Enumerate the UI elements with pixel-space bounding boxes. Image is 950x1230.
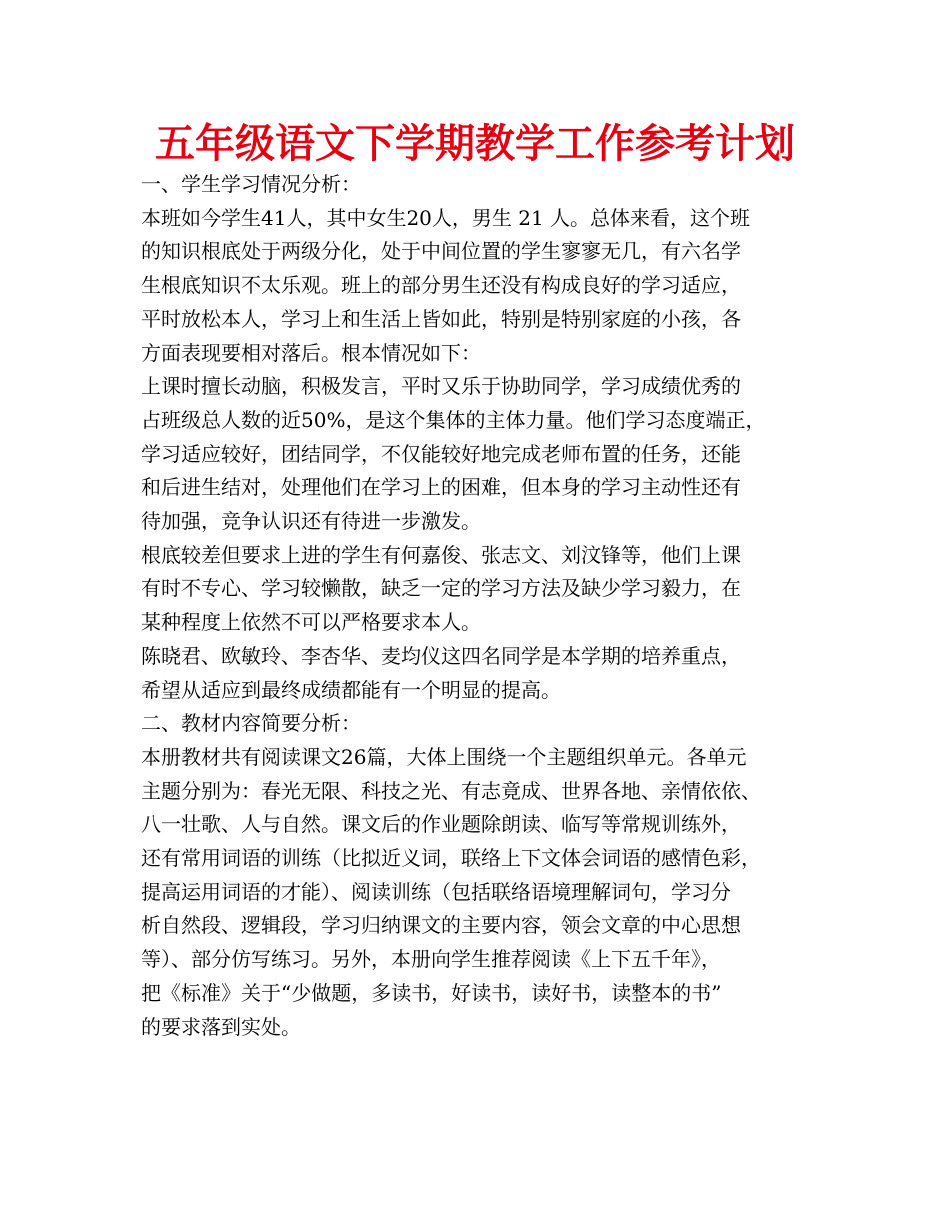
text-line: 主题分别为：春光无限、科技之光、有志竟成、世界各地、亲情依依、 <box>141 778 761 803</box>
text-line: 根底较差但要求上进的学生有何嘉俊、张志文、刘汶锋等，他们上课 <box>141 542 741 567</box>
document-title: 五年级语文下学期教学工作参考计划 <box>155 121 795 167</box>
text-line: 有时不专心、学习较懒散，缺乏一定的学习方法及缺少学习毅力，在 <box>141 576 741 601</box>
text-line: 平时放松本人，学习上和生活上皆如此，特别是特别家庭的小孩，各 <box>141 306 741 331</box>
text-line: 希望从适应到最终成绩都能有一个明显的提高。 <box>141 677 561 702</box>
text-line: 的要求落到实处。 <box>141 1014 301 1039</box>
document-body <box>141 168 821 1044</box>
text-line: 二、教材内容简要分析： <box>141 711 361 736</box>
text-line: 方面表现要相对落后。根本情况如下： <box>141 340 481 365</box>
text-line: 和后进生结对，处理他们在学习上的困难，但本身的学习主动性还有 <box>141 475 741 500</box>
text-line: 陈晓君、欧敏玲、李杏华、麦均仪这四名同学是本学期的培养重点， <box>141 643 741 668</box>
text-line: 的知识根底处于两级分化，处于中间位置的学生寥寥无几，有六名学 <box>141 239 741 264</box>
text-line: 八一壮歌、人与自然。课文后的作业题除朗读、临写等常规训练外， <box>141 812 741 837</box>
text-line: 一、学生学习情况分析： <box>141 172 361 196</box>
text-line: 提高运用词语的才能）、阅读训练（包括联络语境理解词句，学习分 <box>141 879 731 904</box>
text-line: 把《标准》关于“少做题，多读书，好读书，读好书，读整本的书” <box>141 980 722 1005</box>
text-line: 等）、部分仿写练习。另外，本册向学生推荐阅读《上下五千年》， <box>141 947 721 972</box>
text-line: 某种程度上依然不可以严格要求本人。 <box>141 610 481 635</box>
text-line: 析自然段、逻辑段，学习归纳课文的主要内容，领会文章的中心思想 <box>141 913 741 938</box>
text-line: 占班级总人数的近50%，是这个集体的主体力量。他们学习态度端正， <box>141 407 766 432</box>
text-line: 生根底知识不太乐观。班上的部分男生还没有构成良好的学习适应， <box>141 273 741 298</box>
text-line: 待加强，竞争认识还有待进一步激发。 <box>141 509 481 534</box>
text-line: 本册教材共有阅读课文26篇，大体上围绕一个主题组织单元。各单元 <box>141 744 747 769</box>
text-line: 学习适应较好，团结同学，不仅能较好地完成老师布置的任务，还能 <box>141 441 741 466</box>
text-line: 上课时擅长动脑，积极发言，平时又乐于协助同学，学习成绩优秀的 <box>141 374 741 399</box>
text-line: 本班如今学生41人，其中女生20人，男生 21 人。总体来看，这个班 <box>141 205 751 230</box>
text-line: 还有常用词语的训练（比拟近义词，联络上下文体会词语的感情色彩， <box>141 846 761 871</box>
